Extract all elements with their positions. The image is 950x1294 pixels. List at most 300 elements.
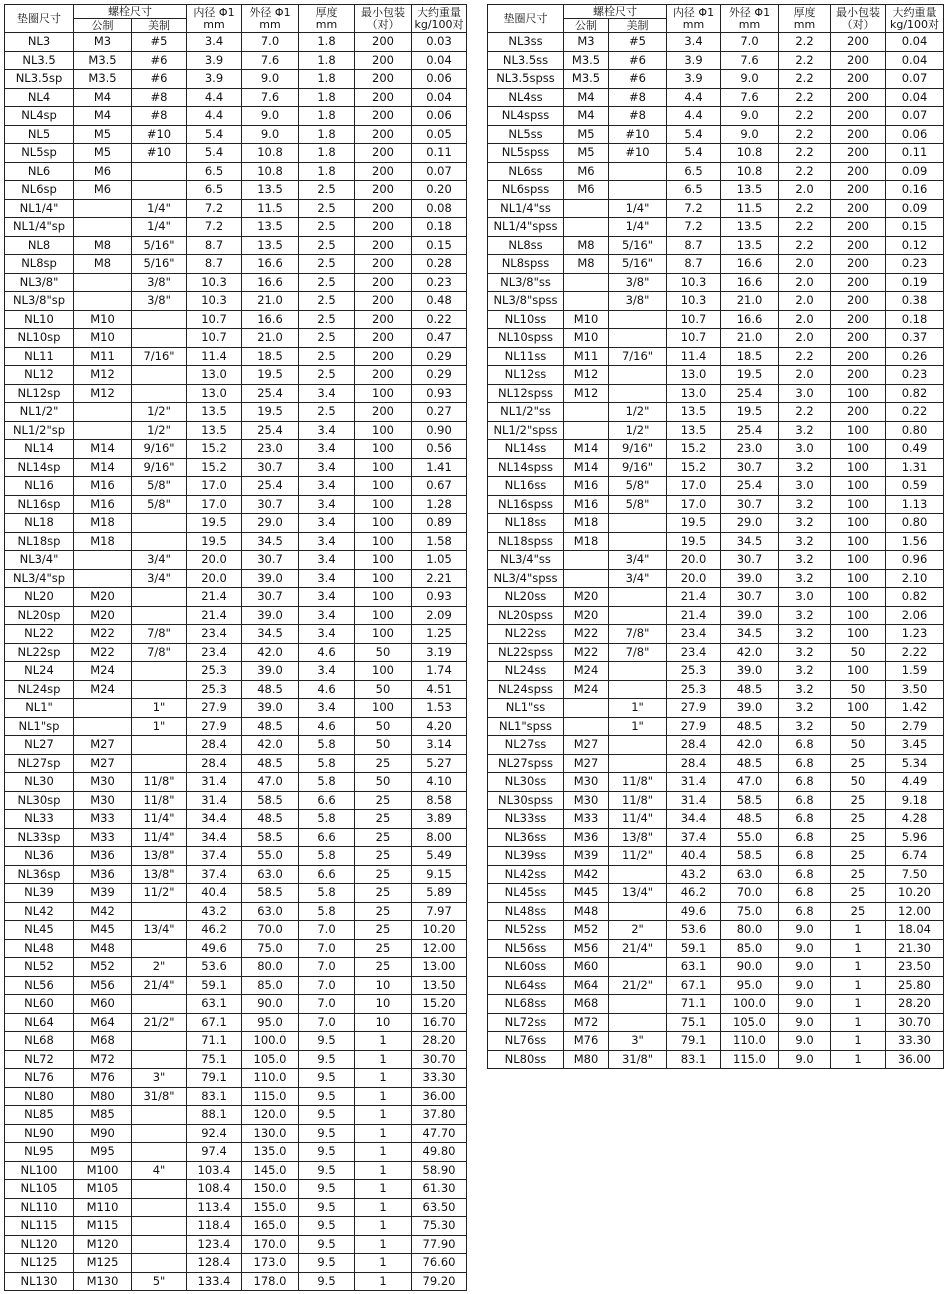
weight-cell: 2.06 xyxy=(886,606,944,625)
bolt-imperial-cell: 3/4" xyxy=(132,569,187,588)
thickness-cell: 4.6 xyxy=(299,643,355,662)
weight-cell: 0.07 xyxy=(886,107,944,126)
bolt-metric-cell: M12 xyxy=(74,384,132,403)
min-pack-cell: 100 xyxy=(831,551,886,570)
washer-size-cell: NL3.5spss xyxy=(488,70,564,89)
weight-cell: 1.31 xyxy=(886,458,944,477)
table-row xyxy=(5,218,467,237)
min-pack-cell: 25 xyxy=(355,847,412,866)
bolt-imperial-cell xyxy=(132,995,187,1014)
washer-size-cell: NL130 xyxy=(5,1272,74,1291)
min-pack-cell: 50 xyxy=(831,717,886,736)
bolt-imperial-cell: 3/8" xyxy=(609,273,667,292)
bolt-metric-cell xyxy=(564,699,609,718)
inner-diameter-cell: 10.3 xyxy=(667,292,721,311)
table-row xyxy=(488,588,944,607)
bolt-imperial-cell: 2" xyxy=(609,921,667,940)
outer-diameter-cell: 30.7 xyxy=(242,495,299,514)
table-row xyxy=(5,1198,467,1217)
thickness-cell: 2.0 xyxy=(779,366,831,385)
inner-diameter-cell: 15.2 xyxy=(667,440,721,459)
thickness-cell: 3.2 xyxy=(779,662,831,681)
washer-size-cell: NL76 xyxy=(5,1069,74,1088)
outer-diameter-cell: 39.0 xyxy=(721,569,779,588)
weight-cell: 0.06 xyxy=(412,107,467,126)
inner-diameter-cell: 7.2 xyxy=(187,218,242,237)
inner-diameter-cell: 103.4 xyxy=(187,1161,242,1180)
table-row xyxy=(488,606,944,625)
min-pack-cell: 1 xyxy=(355,1161,412,1180)
outer-diameter-label: 外径 Φ1 xyxy=(249,5,291,19)
min-pack-cell: 200 xyxy=(355,51,412,70)
outer-diameter-cell: 70.0 xyxy=(242,921,299,940)
thickness-cell: 2.2 xyxy=(779,218,831,237)
weight-cell: 1.56 xyxy=(886,532,944,551)
washer-size-cell: NL16spss xyxy=(488,495,564,514)
bolt-metric-cell xyxy=(564,403,609,422)
thickness-cell: 2.2 xyxy=(779,403,831,422)
bolt-imperial-cell xyxy=(132,1198,187,1217)
table-row xyxy=(5,680,467,699)
min-pack-cell: 25 xyxy=(831,754,886,773)
table-row xyxy=(5,421,467,440)
table-row xyxy=(488,495,944,514)
outer-diameter-cell: 42.0 xyxy=(242,736,299,755)
outer-diameter-cell: 39.0 xyxy=(242,699,299,718)
bolt-metric-cell: M60 xyxy=(74,995,132,1014)
min-pack-cell: 200 xyxy=(831,236,886,255)
weight-cell: 0.23 xyxy=(886,366,944,385)
weight-cell: 0.82 xyxy=(886,588,944,607)
weight-cell: 7.97 xyxy=(412,902,467,921)
bolt-metric-cell: M36 xyxy=(564,828,609,847)
outer-diameter-cell: 48.5 xyxy=(242,680,299,699)
bolt-imperial-cell: 1" xyxy=(609,699,667,718)
bolt-imperial-cell: #6 xyxy=(609,51,667,70)
table-row xyxy=(5,1272,467,1291)
bolt-imperial-cell xyxy=(609,162,667,181)
outer-diameter-cell: 29.0 xyxy=(721,514,779,533)
table-row xyxy=(5,736,467,755)
thickness-cell: 2.5 xyxy=(299,310,355,329)
bolt-metric-cell xyxy=(564,218,609,237)
bolt-imperial-cell: 11/2" xyxy=(609,847,667,866)
thickness-cell: 5.8 xyxy=(299,754,355,773)
outer-diameter-cell: 165.0 xyxy=(242,1217,299,1236)
bolt-metric-cell xyxy=(74,292,132,311)
weight-cell: 1.41 xyxy=(412,458,467,477)
bolt-metric-cell: M56 xyxy=(564,939,609,958)
inner-diameter-cell: 25.3 xyxy=(667,662,721,681)
weight-cell: 21.30 xyxy=(886,939,944,958)
outer-diameter-cell: 48.5 xyxy=(242,810,299,829)
thickness-cell: 2.2 xyxy=(779,347,831,366)
thickness-cell: 3.0 xyxy=(779,440,831,459)
washer-size-cell: NL27spss xyxy=(488,754,564,773)
bolt-imperial-cell: 13/4" xyxy=(132,921,187,940)
min-pack-cell: 200 xyxy=(355,199,412,218)
min-pack-cell: 50 xyxy=(831,773,886,792)
thickness-cell: 3.2 xyxy=(779,643,831,662)
min-pack-cell: 100 xyxy=(831,569,886,588)
bolt-metric-cell: M3 xyxy=(564,33,609,52)
table-row xyxy=(5,1050,467,1069)
inner-diameter-cell: 27.9 xyxy=(667,717,721,736)
weight-cell: 0.18 xyxy=(412,218,467,237)
thickness-cell: 2.0 xyxy=(779,329,831,348)
bolt-imperial-cell: #10 xyxy=(132,144,187,163)
min-pack-cell: 100 xyxy=(355,458,412,477)
bolt-metric-cell: M95 xyxy=(74,1143,132,1162)
table-row xyxy=(5,255,467,274)
thickness-cell: 9.0 xyxy=(779,995,831,1014)
bolt-metric-cell: M16 xyxy=(74,477,132,496)
min-pack-cell: 50 xyxy=(355,773,412,792)
washer-size-cell: NL18 xyxy=(5,514,74,533)
inner-diameter-cell: 108.4 xyxy=(187,1180,242,1199)
bolt-metric-cell: M76 xyxy=(74,1069,132,1088)
inner-diameter-cell: 5.4 xyxy=(187,125,242,144)
thickness-cell: 2.5 xyxy=(299,329,355,348)
weight-cell: 3.50 xyxy=(886,680,944,699)
thickness-cell: 9.0 xyxy=(779,1013,831,1032)
bolt-imperial-cell xyxy=(609,606,667,625)
bolt-imperial-cell: 5/16" xyxy=(132,255,187,274)
washer-size-cell: NL3/8"sp xyxy=(5,292,74,311)
thickness-cell: 2.5 xyxy=(299,403,355,422)
thickness-cell: 1.8 xyxy=(299,107,355,126)
thickness-cell: 2.2 xyxy=(779,33,831,52)
min-pack-cell: 100 xyxy=(831,440,886,459)
inner-diameter-cell: 13.0 xyxy=(667,384,721,403)
bolt-metric-cell: M11 xyxy=(74,347,132,366)
thickness-cell: 3.0 xyxy=(779,477,831,496)
washer-size-cell: NL30 xyxy=(5,773,74,792)
thickness-cell: 9.5 xyxy=(299,1050,355,1069)
thickness-cell: 1.8 xyxy=(299,162,355,181)
inner-diameter-cell: 17.0 xyxy=(187,495,242,514)
weight-cell: 0.04 xyxy=(886,51,944,70)
inner-diameter-cell: 92.4 xyxy=(187,1124,242,1143)
min-pack-cell: 25 xyxy=(355,921,412,940)
min-pack-cell: 1 xyxy=(831,995,886,1014)
table-row xyxy=(5,921,467,940)
thickness-cell: 7.0 xyxy=(299,995,355,1014)
col-metric: 公制 xyxy=(564,19,609,33)
washer-size-cell: NL72ss xyxy=(488,1013,564,1032)
bolt-imperial-cell: 3/8" xyxy=(132,292,187,311)
inner-diameter-cell: 28.4 xyxy=(667,736,721,755)
thickness-cell: 7.0 xyxy=(299,921,355,940)
bolt-metric-cell: M8 xyxy=(564,236,609,255)
washer-size-cell: NL3.5sp xyxy=(5,70,74,89)
outer-diameter-cell: 25.4 xyxy=(242,477,299,496)
weight-cell: 77.90 xyxy=(412,1235,467,1254)
inner-diameter-cell: 34.4 xyxy=(667,810,721,829)
table-row xyxy=(488,403,944,422)
bolt-metric-cell: M4 xyxy=(74,107,132,126)
thickness-cell: 2.2 xyxy=(779,236,831,255)
inner-diameter-cell: 8.7 xyxy=(187,255,242,274)
washer-size-cell: NL18spss xyxy=(488,532,564,551)
inner-diameter-cell: 23.4 xyxy=(667,625,721,644)
table-row xyxy=(488,292,944,311)
bolt-imperial-cell: 11/4" xyxy=(132,828,187,847)
bolt-metric-cell: M14 xyxy=(74,458,132,477)
min-pack-cell: 100 xyxy=(831,588,886,607)
bolt-imperial-cell xyxy=(609,1013,667,1032)
inner-diameter-cell: 17.0 xyxy=(187,477,242,496)
min-pack-cell: 1 xyxy=(355,1217,412,1236)
outer-diameter-cell: 48.5 xyxy=(242,754,299,773)
thickness-cell: 6.8 xyxy=(779,847,831,866)
washer-size-cell: NL24 xyxy=(5,662,74,681)
min-pack-cell: 25 xyxy=(831,791,886,810)
inner-diameter-cell: 13.0 xyxy=(187,366,242,385)
thickness-cell: 2.0 xyxy=(779,310,831,329)
bolt-metric-cell: M76 xyxy=(564,1032,609,1051)
weight-cell: 0.56 xyxy=(412,440,467,459)
inner-diameter-cell: 123.4 xyxy=(187,1235,242,1254)
table-row xyxy=(5,292,467,311)
weight-cell: 0.11 xyxy=(412,144,467,163)
outer-diameter-cell: 7.6 xyxy=(242,51,299,70)
min-pack-cell: 1 xyxy=(355,1272,412,1291)
inner-diameter-cell: 31.4 xyxy=(187,791,242,810)
min-pack-cell: 200 xyxy=(831,70,886,89)
bolt-imperial-cell xyxy=(132,1032,187,1051)
weight-cell: 8.00 xyxy=(412,828,467,847)
bolt-imperial-cell: 13/8" xyxy=(132,847,187,866)
inner-diameter-cell: 3.9 xyxy=(187,70,242,89)
thickness-label: 厚度 xyxy=(793,5,816,19)
thickness-cell: 6.8 xyxy=(779,884,831,903)
min-pack-cell: 200 xyxy=(355,292,412,311)
washer-size-cell: NL18sp xyxy=(5,532,74,551)
min-pack-cell: 1 xyxy=(355,1050,412,1069)
min-pack-cell: 100 xyxy=(831,606,886,625)
outer-diameter-cell: 30.7 xyxy=(721,495,779,514)
bolt-imperial-cell xyxy=(609,662,667,681)
washer-size-cell: NL14sp xyxy=(5,458,74,477)
thickness-cell: 3.2 xyxy=(779,514,831,533)
weight-cell: 0.28 xyxy=(412,255,467,274)
washer-size-cell: NL33ss xyxy=(488,810,564,829)
outer-diameter-cell: 16.6 xyxy=(242,255,299,274)
bolt-imperial-cell xyxy=(609,310,667,329)
bolt-imperial-cell: 5/8" xyxy=(132,477,187,496)
min-pack-cell: 100 xyxy=(831,662,886,681)
bolt-imperial-cell: 5" xyxy=(132,1272,187,1291)
washer-size-cell: NL39ss xyxy=(488,847,564,866)
outer-diameter-cell: 42.0 xyxy=(721,643,779,662)
table-row xyxy=(5,625,467,644)
thickness-cell: 6.8 xyxy=(779,810,831,829)
weight-cell: 10.20 xyxy=(412,921,467,940)
thickness-cell: 3.4 xyxy=(299,699,355,718)
table-row xyxy=(488,70,944,89)
weight-cell: 79.20 xyxy=(412,1272,467,1291)
washer-size-cell: NL22spss xyxy=(488,643,564,662)
outer-diameter-cell: 39.0 xyxy=(721,699,779,718)
bolt-imperial-cell: 9/16" xyxy=(132,458,187,477)
bolt-imperial-cell: 11/8" xyxy=(132,773,187,792)
bolt-imperial-cell: 11/4" xyxy=(132,810,187,829)
table-row xyxy=(5,791,467,810)
outer-diameter-cell: 16.6 xyxy=(721,255,779,274)
table-row xyxy=(5,88,467,107)
washer-size-cell: NL1" xyxy=(5,699,74,718)
bolt-imperial-cell: 1" xyxy=(609,717,667,736)
inner-diameter-cell: 59.1 xyxy=(667,939,721,958)
table-row xyxy=(5,976,467,995)
inner-diameter-cell: 10.3 xyxy=(667,273,721,292)
bolt-imperial-cell: #10 xyxy=(132,125,187,144)
col-thickness xyxy=(779,5,831,33)
inner-diameter-cell: 63.1 xyxy=(187,995,242,1014)
bolt-metric-cell: M27 xyxy=(74,754,132,773)
outer-diameter-cell: 34.5 xyxy=(721,532,779,551)
washer-size-cell: NL1/2"spss xyxy=(488,421,564,440)
bolt-metric-cell: M130 xyxy=(74,1272,132,1291)
inner-diameter-cell: 6.5 xyxy=(667,181,721,200)
bolt-imperial-cell xyxy=(132,1143,187,1162)
outer-diameter-cell: 11.5 xyxy=(721,199,779,218)
outer-diameter-cell: 39.0 xyxy=(721,606,779,625)
table-row xyxy=(488,144,944,163)
washer-table-left xyxy=(4,4,467,1291)
outer-diameter-cell: 178.0 xyxy=(242,1272,299,1291)
thickness-cell: 3.2 xyxy=(779,551,831,570)
table-row xyxy=(5,939,467,958)
washer-size-cell: NL3/4" xyxy=(5,551,74,570)
bolt-metric-cell xyxy=(74,699,132,718)
weight-cell: 9.15 xyxy=(412,865,467,884)
thickness-cell: 3.2 xyxy=(779,458,831,477)
inner-diameter-cell: 13.5 xyxy=(187,403,242,422)
bolt-metric-cell: M8 xyxy=(564,255,609,274)
min-pack-cell: 200 xyxy=(831,144,886,163)
min-pack-cell: 200 xyxy=(355,33,412,52)
outer-diameter-cell: 58.5 xyxy=(242,884,299,903)
washer-size-cell: NL33sp xyxy=(5,828,74,847)
min-pack-cell: 100 xyxy=(355,477,412,496)
min-pack-cell: 100 xyxy=(355,514,412,533)
weight-cell: 3.45 xyxy=(886,736,944,755)
bolt-metric-cell: M5 xyxy=(564,125,609,144)
min-pack-cell: 1 xyxy=(355,1124,412,1143)
bolt-metric-cell: M52 xyxy=(564,921,609,940)
bolt-imperial-cell: 13/8" xyxy=(609,828,667,847)
outer-diameter-cell: 170.0 xyxy=(242,1235,299,1254)
bolt-metric-cell: M3.5 xyxy=(564,51,609,70)
inner-diameter-cell: 53.6 xyxy=(667,921,721,940)
washer-size-cell: NL5spss xyxy=(488,144,564,163)
weight-cell: 2.22 xyxy=(886,643,944,662)
bolt-imperial-cell xyxy=(132,939,187,958)
outer-diameter-cell: 10.8 xyxy=(242,144,299,163)
bolt-metric-cell: M85 xyxy=(74,1106,132,1125)
washer-size-cell: NL1/4"ss xyxy=(488,199,564,218)
thickness-cell: 9.5 xyxy=(299,1272,355,1291)
min-pack-cell: 1 xyxy=(355,1069,412,1088)
table-row xyxy=(5,51,467,70)
min-pack-cell: 100 xyxy=(355,421,412,440)
washer-size-cell: NL90 xyxy=(5,1124,74,1143)
table-row xyxy=(488,810,944,829)
thickness-cell: 3.2 xyxy=(779,569,831,588)
bolt-metric-cell: M18 xyxy=(74,514,132,533)
weight-cell: 0.07 xyxy=(886,70,944,89)
bolt-imperial-cell xyxy=(609,588,667,607)
thickness-cell: 6.8 xyxy=(779,902,831,921)
washer-size-cell: NL22 xyxy=(5,625,74,644)
weight-cell: 2.21 xyxy=(412,569,467,588)
col-inner-diameter xyxy=(667,5,721,33)
washer-size-cell: NL14 xyxy=(5,440,74,459)
table-row xyxy=(5,643,467,662)
thickness-cell: 3.2 xyxy=(779,717,831,736)
outer-diameter-cell: 110.0 xyxy=(242,1069,299,1088)
table-row xyxy=(488,329,944,348)
bolt-metric-cell: M42 xyxy=(564,865,609,884)
min-pack-cell: 50 xyxy=(831,736,886,755)
outer-diameter-cell: 7.0 xyxy=(242,33,299,52)
table-row xyxy=(488,569,944,588)
washer-size-cell: NL16ss xyxy=(488,477,564,496)
table-row xyxy=(5,588,467,607)
min-pack-cell: 200 xyxy=(355,107,412,126)
bolt-metric-cell: M22 xyxy=(564,643,609,662)
outer-diameter-cell: 19.5 xyxy=(721,403,779,422)
bolt-metric-cell: M39 xyxy=(74,884,132,903)
thickness-cell: 9.0 xyxy=(779,1032,831,1051)
bolt-imperial-cell: 3/4" xyxy=(609,551,667,570)
bolt-imperial-cell xyxy=(609,181,667,200)
outer-diameter-cell: 9.0 xyxy=(721,125,779,144)
table-row xyxy=(5,477,467,496)
bolt-imperial-cell: 1/2" xyxy=(609,403,667,422)
outer-diameter-cell: 48.5 xyxy=(721,810,779,829)
outer-diameter-label: 外径 Φ1 xyxy=(728,5,771,19)
bolt-imperial-cell xyxy=(609,865,667,884)
table-row xyxy=(488,1032,944,1051)
weight-cell: 30.70 xyxy=(412,1050,467,1069)
washer-size-cell: NL1/2" xyxy=(5,403,74,422)
inner-diameter-cell: 34.4 xyxy=(187,828,242,847)
table-row xyxy=(5,384,467,403)
weight-cell: 4.20 xyxy=(412,717,467,736)
inner-diameter-cell: 88.1 xyxy=(187,1106,242,1125)
thickness-cell: 2.2 xyxy=(779,70,831,89)
washer-size-cell: NL12 xyxy=(5,366,74,385)
thickness-cell: 3.2 xyxy=(779,625,831,644)
washer-size-cell: NL3/8"spss xyxy=(488,292,564,311)
table-row xyxy=(5,1106,467,1125)
thickness-cell: 9.5 xyxy=(299,1032,355,1051)
washer-size-cell: NL33 xyxy=(5,810,74,829)
inner-diameter-cell: 23.4 xyxy=(187,625,242,644)
thickness-cell: 3.4 xyxy=(299,440,355,459)
thickness-unit: mm xyxy=(793,17,816,31)
table-row xyxy=(5,1217,467,1236)
weight-cell: 4.51 xyxy=(412,680,467,699)
outer-diameter-cell: 63.0 xyxy=(242,865,299,884)
washer-size-cell: NL11ss xyxy=(488,347,564,366)
bolt-metric-cell: M16 xyxy=(564,495,609,514)
weight-cell: 0.22 xyxy=(412,310,467,329)
inner-diameter-cell: 20.0 xyxy=(187,551,242,570)
